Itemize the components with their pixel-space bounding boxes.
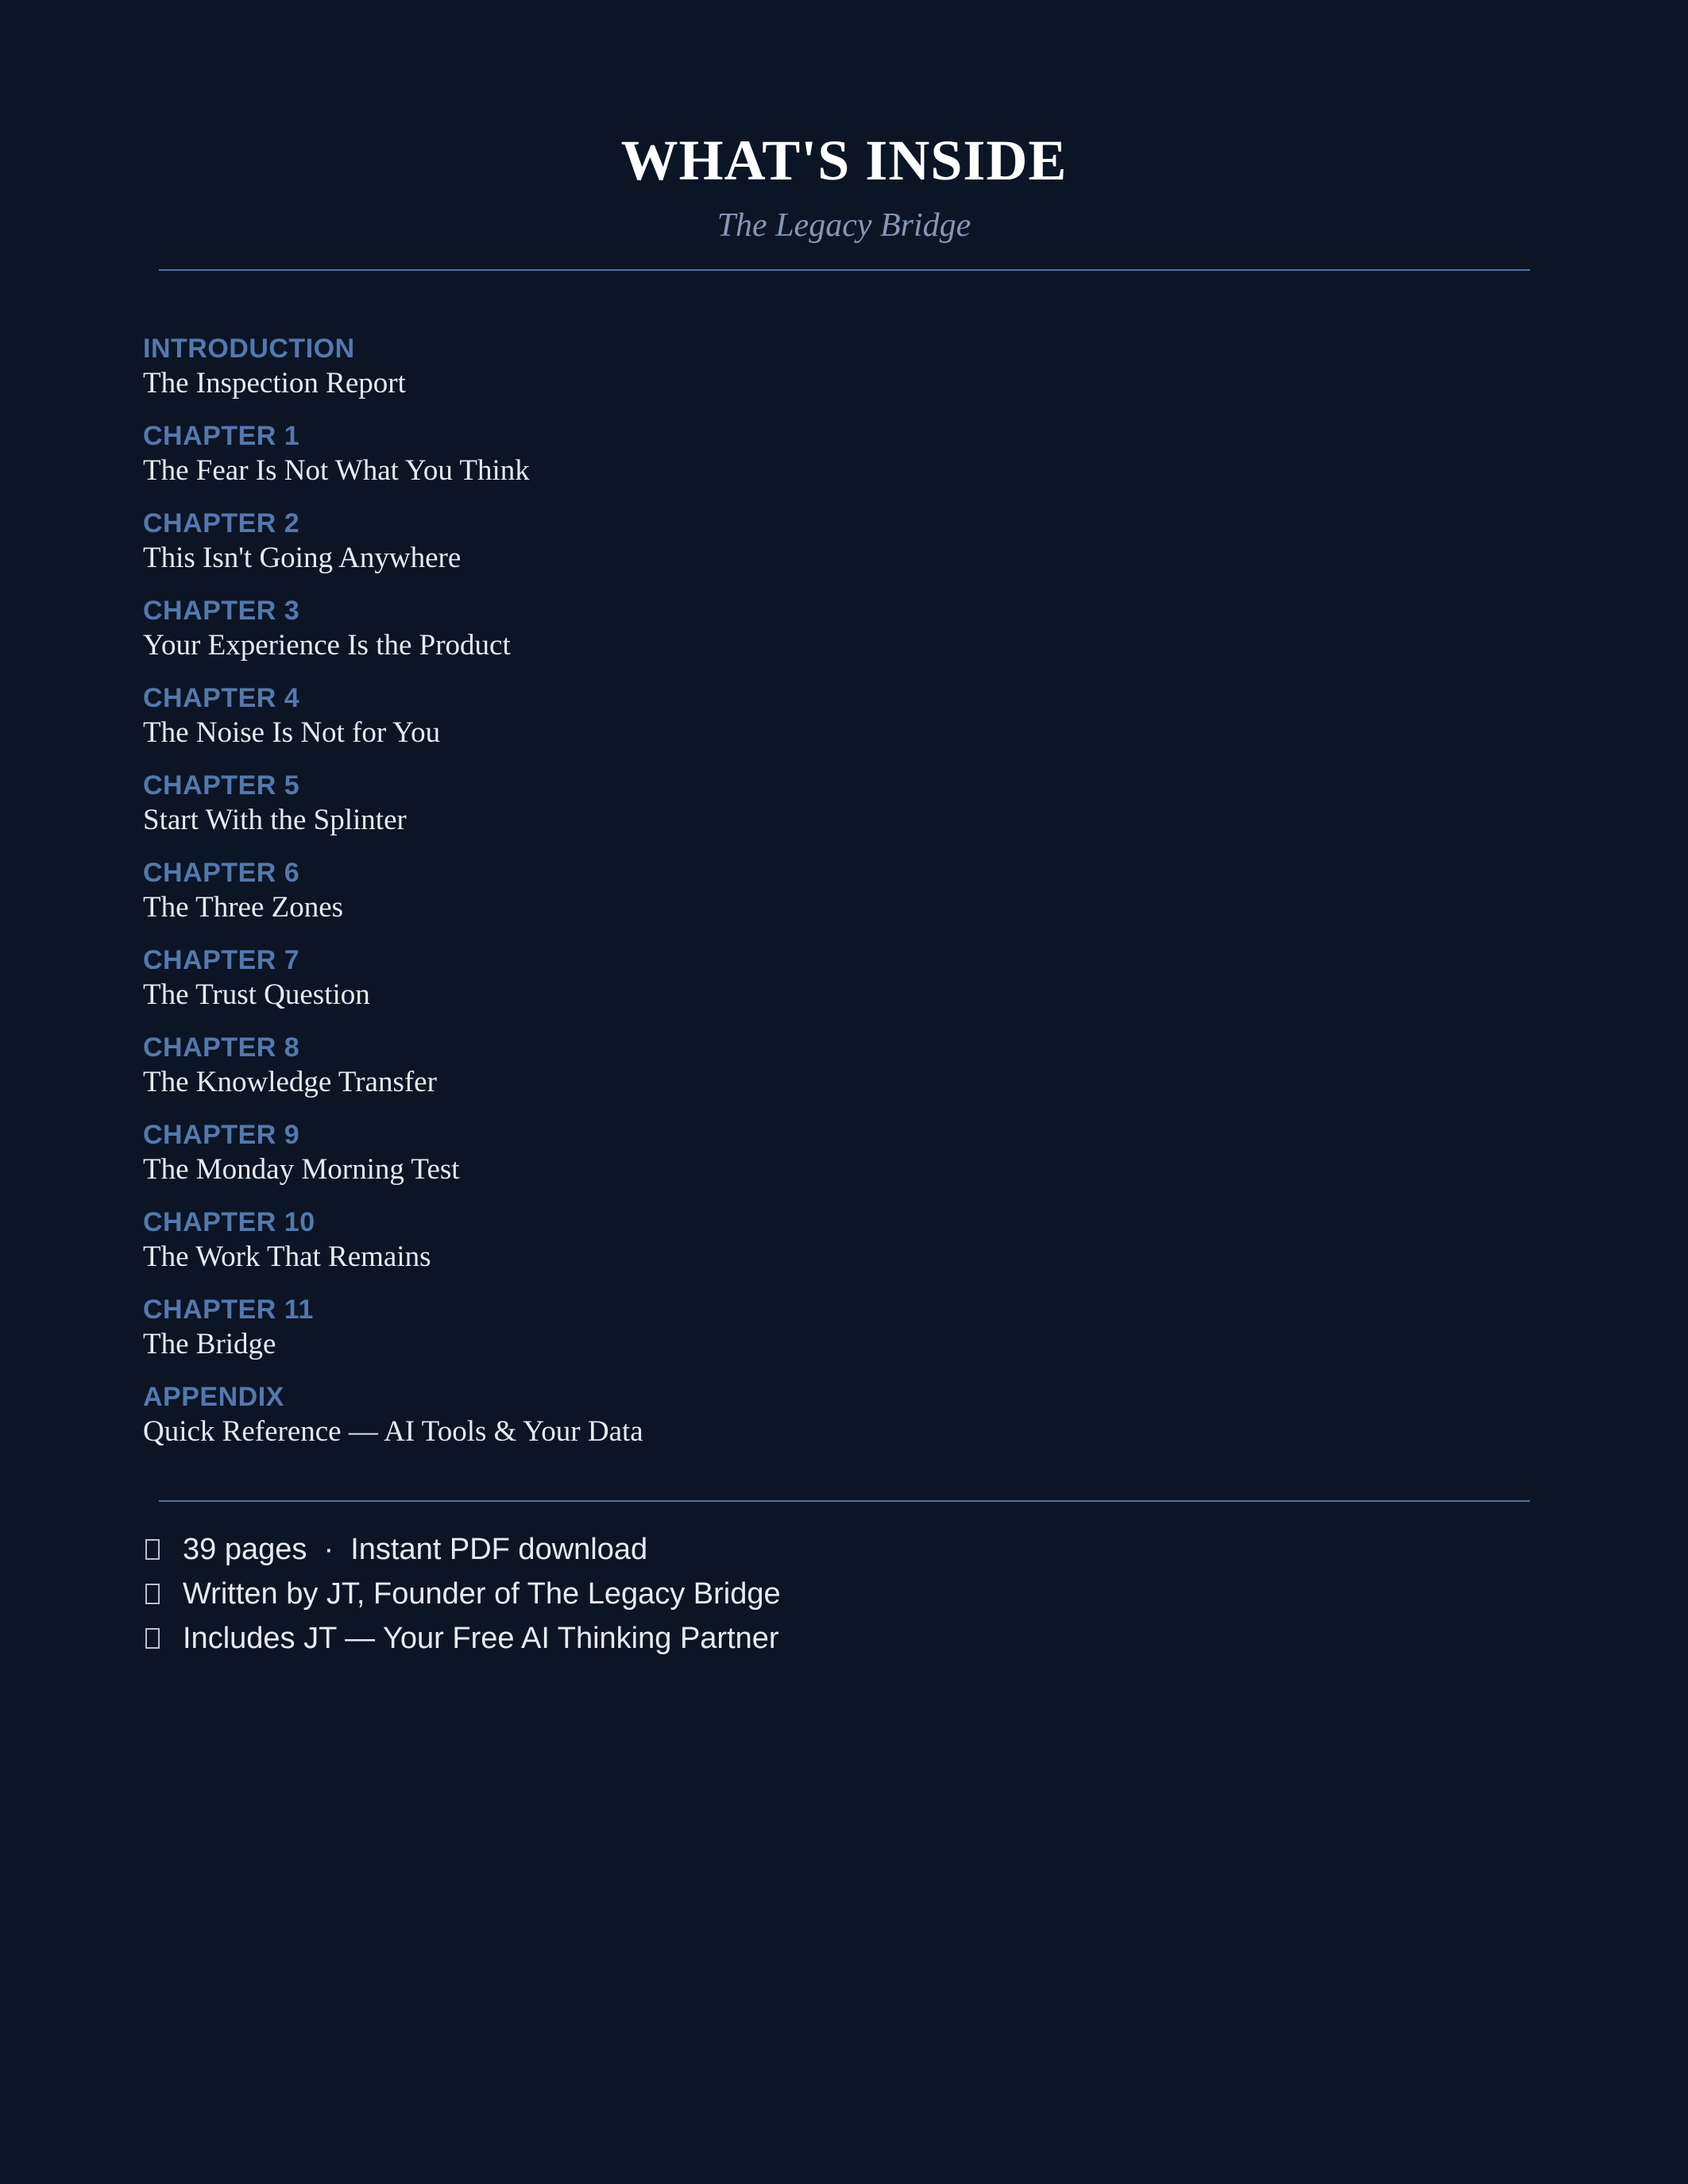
toc-entry-title: Start With the Splinter <box>143 804 407 836</box>
feature-item-pages <box>143 1529 1493 1573</box>
feature-item-ai-partner <box>143 1618 1493 1662</box>
toc-entry-label: CHAPTER 1 <box>143 421 300 451</box>
toc-entry-label: CHAPTER 5 <box>143 770 300 801</box>
toc-entry-chapter-1 <box>143 418 1493 505</box>
toc-entry-label: APPENDIX <box>143 1382 284 1412</box>
toc-entry-chapter-5 <box>143 767 1493 855</box>
toc-entry-chapter-7 <box>143 942 1493 1029</box>
toc-entry-title: The Monday Morning Test <box>143 1153 460 1186</box>
table-of-contents <box>143 330 1493 1466</box>
toc-entry-label: CHAPTER 6 <box>143 858 300 888</box>
feature-item-author <box>143 1573 1493 1618</box>
toc-entry-label: INTRODUCTION <box>143 334 355 364</box>
toc-entry-title: The Knowledge Transfer <box>143 1066 437 1098</box>
bottom-divider <box>159 1500 1530 1502</box>
toc-entry-label: CHAPTER 4 <box>143 683 300 713</box>
toc-entry-chapter-9 <box>143 1117 1493 1204</box>
missing-glyph-icon <box>145 1584 160 1604</box>
toc-entry-chapter-10 <box>143 1204 1493 1291</box>
toc-entry-chapter-2 <box>143 505 1493 592</box>
feature-text: 39 pages · Instant PDF download <box>183 1533 648 1566</box>
toc-entry-title: The Bridge <box>143 1328 276 1360</box>
toc-entry-title: Your Experience Is the Product <box>143 629 511 662</box>
page-title: WHAT'S INSIDE <box>620 129 1068 192</box>
toc-entry-title: The Work That Remains <box>143 1241 431 1273</box>
toc-entry-chapter-6 <box>143 855 1493 942</box>
toc-entry-chapter-11 <box>143 1291 1493 1379</box>
toc-entry-title: The Three Zones <box>143 891 344 924</box>
toc-entry-title: Quick Reference — AI Tools & Your Data <box>143 1415 643 1448</box>
toc-entry-chapter-8 <box>143 1029 1493 1117</box>
toc-entry-title: The Inspection Report <box>143 367 406 399</box>
feature-text: Written by JT, Founder of The Legacy Bridge <box>183 1577 781 1611</box>
toc-entry-chapter-3 <box>143 592 1493 680</box>
toc-entry-label: CHAPTER 8 <box>143 1032 300 1063</box>
top-divider <box>159 269 1530 271</box>
page-subtitle: The Legacy Bridge <box>717 207 971 244</box>
missing-glyph-icon <box>145 1539 160 1560</box>
toc-entry-title: The Fear Is Not What You Think <box>143 454 530 487</box>
toc-entry-label: CHAPTER 3 <box>143 596 300 626</box>
feature-list <box>143 1529 1493 1662</box>
toc-entry-appendix <box>143 1379 1493 1466</box>
toc-entry-label: CHAPTER 9 <box>143 1120 300 1150</box>
toc-entry-introduction <box>143 330 1493 418</box>
toc-entry-label: CHAPTER 2 <box>143 508 300 538</box>
toc-entry-title: The Noise Is Not for You <box>143 716 441 749</box>
toc-entry-chapter-4 <box>143 680 1493 767</box>
toc-entry-title: This Isn't Going Anywhere <box>143 542 462 574</box>
toc-entry-label: CHAPTER 7 <box>143 945 300 975</box>
missing-glyph-icon <box>145 1628 160 1649</box>
toc-entry-label: CHAPTER 10 <box>143 1207 315 1237</box>
feature-text: Includes JT — Your Free AI Thinking Partner <box>183 1622 779 1655</box>
toc-entry-title: The Trust Question <box>143 978 370 1011</box>
toc-entry-label: CHAPTER 11 <box>143 1295 314 1325</box>
